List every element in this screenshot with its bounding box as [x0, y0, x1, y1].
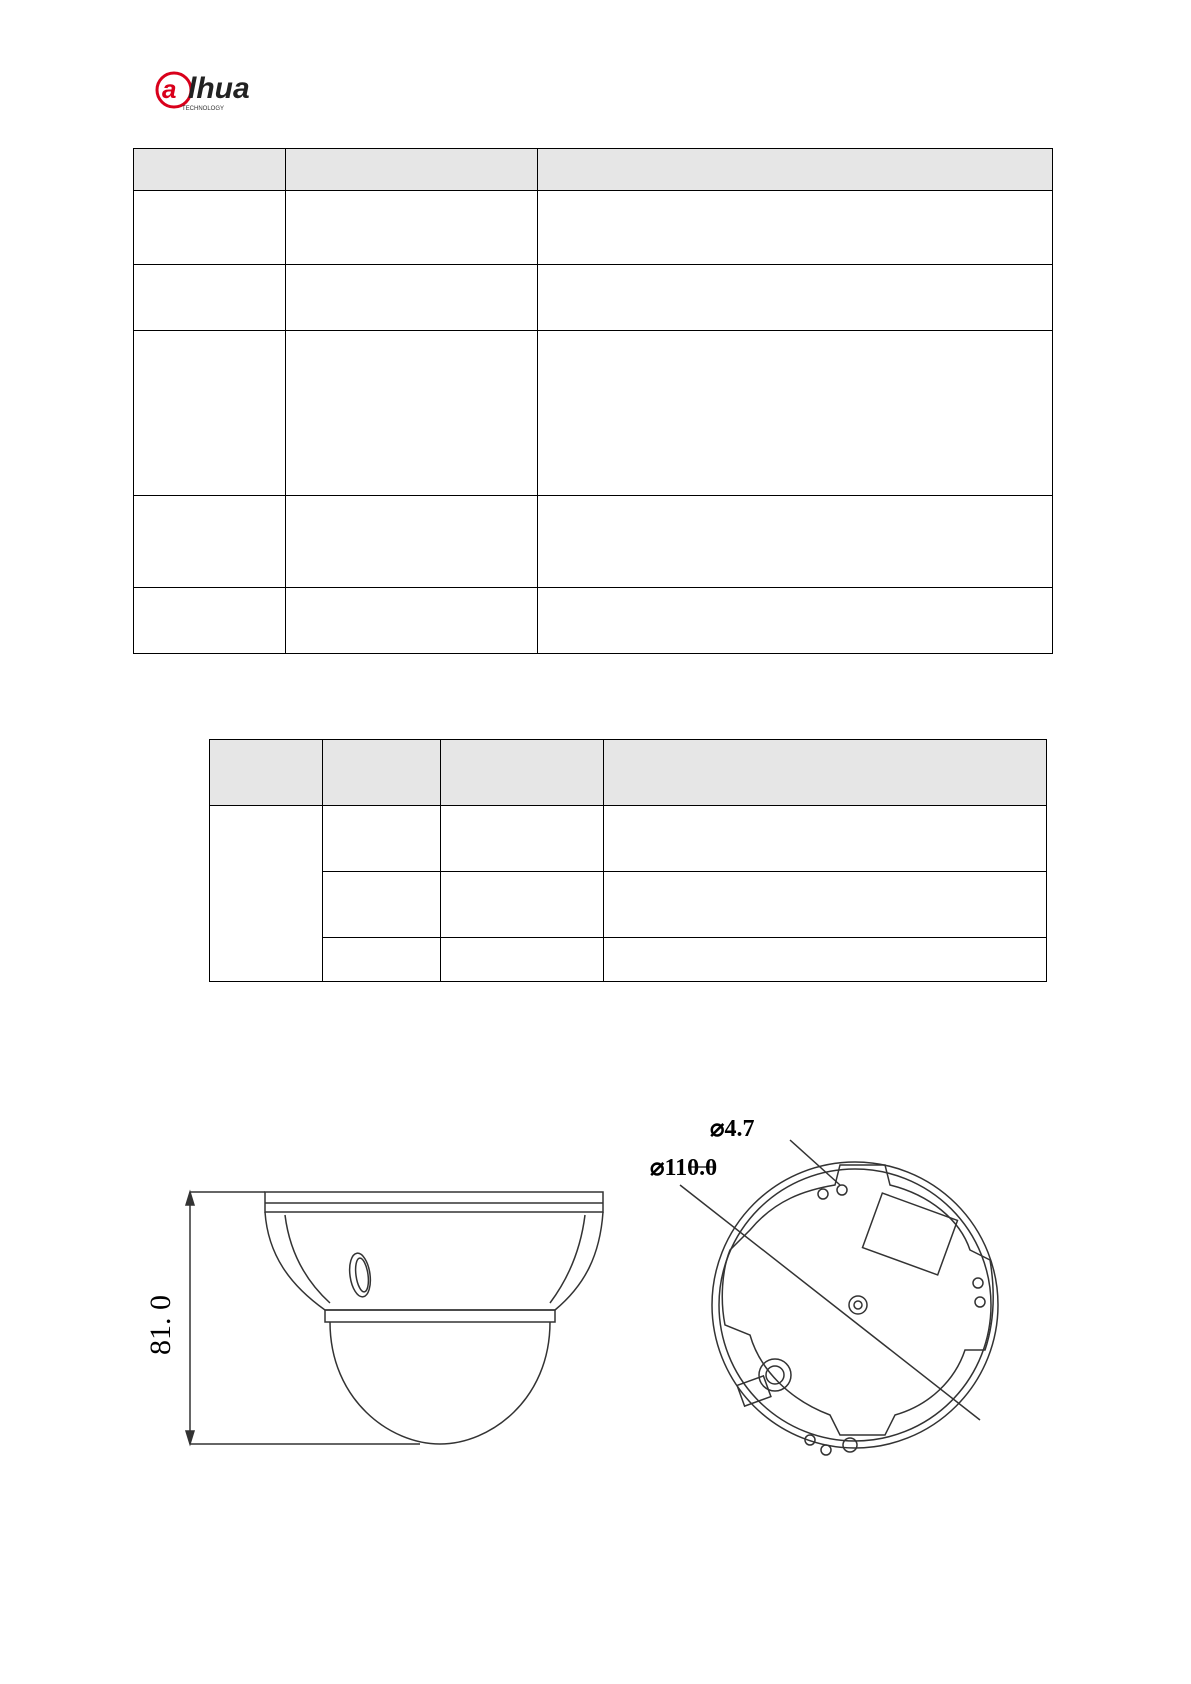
table-cell: [441, 872, 604, 938]
hole-diameter-label: ⌀4.7: [710, 1116, 755, 1142]
table-cell: [286, 331, 538, 496]
table-header-cell: [441, 740, 604, 806]
table-cell: [604, 872, 1047, 938]
table-cell: [538, 496, 1053, 588]
spec-table-1: [133, 148, 1053, 654]
table-cell: [538, 331, 1053, 496]
table-cell: [286, 496, 538, 588]
table-header-cell: [604, 740, 1047, 806]
table-cell: [538, 588, 1053, 654]
table-cell: [323, 872, 441, 938]
svg-text:TECHNOLOGY: TECHNOLOGY: [182, 106, 225, 112]
table-cell: [538, 191, 1053, 265]
table-row: [210, 872, 1047, 938]
table-cell: [604, 938, 1047, 982]
camera-side-view-drawing: [140, 1175, 620, 1455]
table-cell: [134, 588, 286, 654]
table-cell: [286, 191, 538, 265]
table-header-cell: [323, 740, 441, 806]
height-dimension-label: 81. 0: [144, 1295, 177, 1355]
table-row: [210, 806, 1047, 872]
table-cell: [538, 265, 1053, 331]
table-row: [134, 496, 1053, 588]
table-cell: [441, 806, 604, 872]
camera-base-view-drawing: [640, 1110, 1050, 1470]
dahua-logo: [152, 64, 282, 114]
table-cell: [323, 938, 441, 982]
base-diameter-label: ⌀110.0: [650, 1155, 718, 1181]
table-cell: [604, 806, 1047, 872]
table-cell: [134, 331, 286, 496]
svg-text:lhua: lhua: [188, 72, 250, 105]
table-header-cell: [538, 149, 1053, 191]
spec-table-2: [209, 739, 1047, 982]
table-header-row: [210, 740, 1047, 806]
table-cell: [286, 588, 538, 654]
table-cell: [323, 806, 441, 872]
table-row: [134, 191, 1053, 265]
table-header-cell: [286, 149, 538, 191]
table-header-row: [134, 149, 1053, 191]
svg-text:a: a: [162, 74, 177, 104]
table-cell: [134, 191, 286, 265]
table-cell: [134, 265, 286, 331]
table-header-cell: [210, 740, 323, 806]
table-cell: [286, 265, 538, 331]
table-cell-merged: [210, 806, 323, 982]
table-row: [134, 588, 1053, 654]
table-cell: [441, 938, 604, 982]
table-header-cell: [134, 149, 286, 191]
table-row: [134, 331, 1053, 496]
table-row: [210, 938, 1047, 982]
table-row: [134, 265, 1053, 331]
table-cell: [134, 496, 286, 588]
